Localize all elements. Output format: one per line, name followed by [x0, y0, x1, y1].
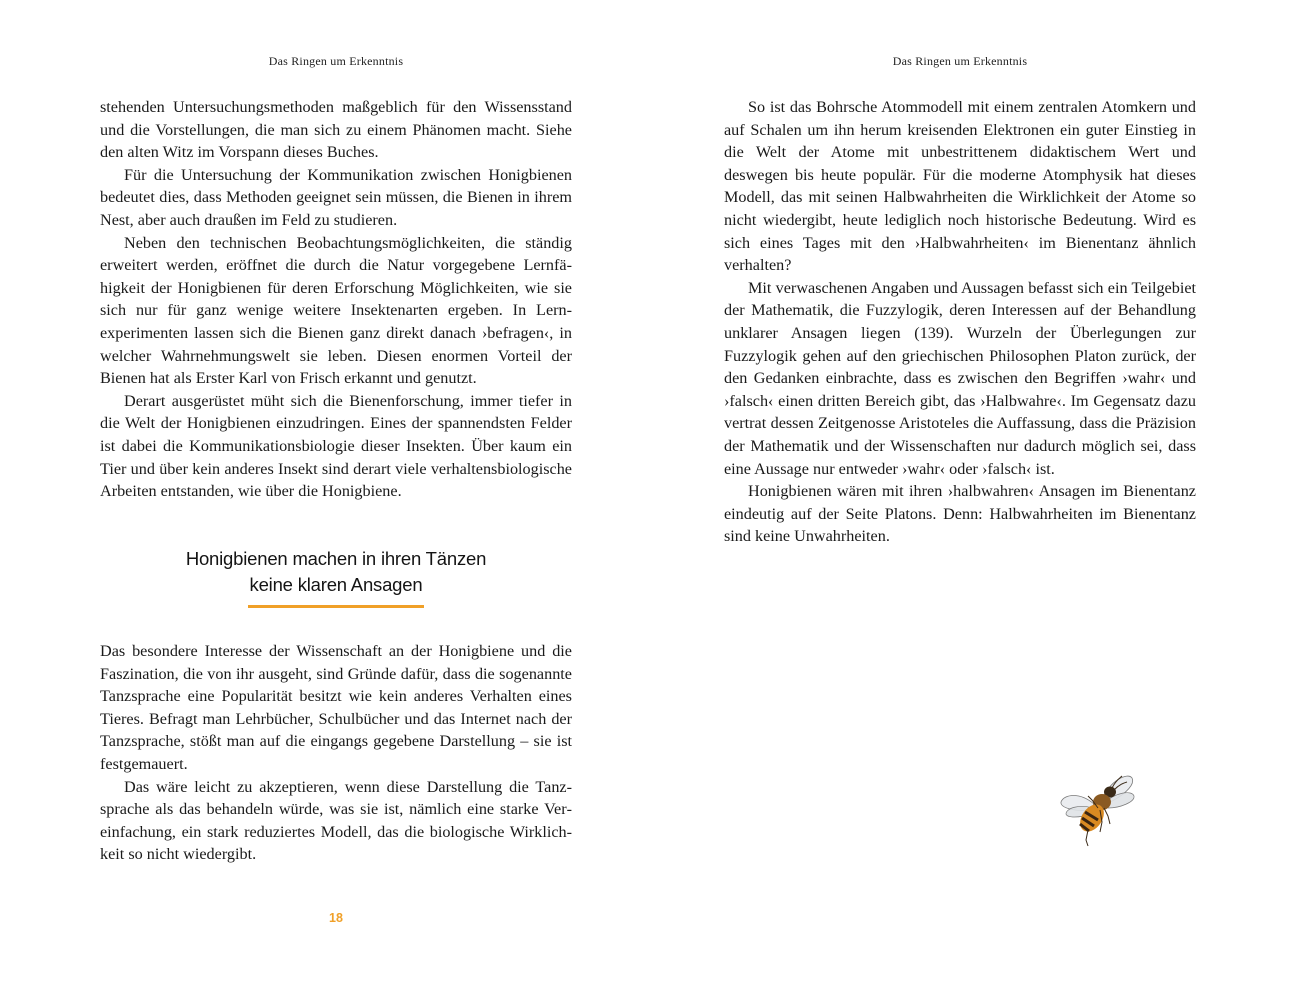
right-text [724, 96, 1196, 548]
paragraph: Mit verwaschenen Angaben und Aussagen befasst sich ein Teilgebiet der Mathematik, die Fuzzylogik, deren Interessen auf der Behandlung unklarer Ansagen liegen (139). Wurzeln der Überlegungen zur Fuzzylogik gehen auf den griechischen Philosophen Platon zurück, der den Gedanken einbrachte, dass es zwischen den Begriffen ›wahr‹ und ›falsch‹ einen dritten Bereich gibt, das ›Halbwahre‹. Im Gegensatz dazu vertrat dessen Zeitgenosse Aristoteles die Auffassung, dass die Präzision der Mathematik und der Wissenschaften nur dadurch möglich sei, dass eine Aussage nur entweder ›wahr‹ oder ›falsch‹ ist. [724, 278, 1196, 478]
paragraph: Das wäre leicht zu akzeptieren, wenn diese Darstellung die Tanzsprache als das behandeln würde, was sie ist, nämlich eine starke Vereinfachung, ein stark reduziertes Modell, das die biologische Wirklichkeit so nicht wiedergibt. [100, 777, 572, 864]
paragraph: stehenden Untersuchungsmethoden maßgeblich für den Wissensstand und die Vorstellungen, die man sich zu einem Phänomen macht. Siehe den alten Witz im Vorspann dieses Buches. [100, 98, 572, 162]
paragraph: Das besondere Interesse der Wissenschaft an der Honigbiene und die Faszination, die von ihr ausgeht, sind Gründe dafür, dass die sogenannte Tanzsprache eine Popularität besitzt wie kein anderes Verhalten eines Tieres. Befragt man Lehrbücher, Schulbücher und das Internet nach der Tanzsprache, stößt man auf die eingangs gegebene Darstellung – sie ist festgemauert. [100, 642, 572, 773]
left-text-bottom [100, 640, 572, 866]
left-text-top [100, 96, 572, 503]
section-heading [100, 546, 572, 608]
running-head-left: Das Ringen um Erkenntnis [268, 54, 404, 68]
section-heading-line-2: keine klaren Ansagen [249, 574, 423, 595]
section-heading-line-1: Honigbienen machen in ihren Tänzen [185, 548, 487, 569]
honeybee-icon [1058, 770, 1138, 850]
paragraph: So ist das Bohrsche Atommodell mit einem zentralen Atomkern und auf Schalen um ihn herum kreisenden Elektronen ein guter Einstieg in die Welt der Atome mit unbestrittenem didaktischem Wert und deswegen bis heute populär. Für die moderne Atomphysik hat dieses Modell, das mit seinen Halbwahrheiten die Wirklichkeit der Atome so nicht wiedergibt, heute lediglich noch historische Bedeutung. Wird es sich eines Tages mit den ›Halbwahrheiten‹ im Bienentanz ähnlich verhalten? [724, 98, 1196, 275]
paragraph: Neben den technischen Beobachtungsmöglichkeiten, die ständig erweitert werden, eröffnet die durch die Natur vorgegebene Lernfähigkeit der Honigbienen für deren Erforschung Möglichkeiten, wie sie sich nur für ganz wenige weitere Insektenarten ergeben. In Lernexperimenten lassen sich die Bienen ganz direkt danach ›befragen‹, in welcher Wahrnehmungswelt sie leben. Diesen enormen Vorteil der Bienen hat als Erster Karl von Frisch erkannt und genutzt. [100, 233, 572, 388]
paragraph: Für die Untersuchung der Kommunikation zwischen Honigbienen bedeutet dies, dass Methoden geeignet sein müssen, die Bienen in ihrem Nest, aber auch draußen im Feld zu studieren. [100, 165, 572, 229]
paragraph: Honigbienen wären mit ihren ›halbwahren‹ Ansagen im Bienentanz eindeutig auf der Seite Platons. Denn: Halbwahrheiten im Bienentanz sind keine Unwahrheiten. [724, 482, 1196, 546]
running-head-right: Das Ringen um Erkenntnis [892, 54, 1028, 68]
paragraph: Derart ausgerüstet müht sich die Bienenforschung, immer tiefer in die Welt der Honigbienen einzudringen. Eines der spannendsten Felder ist dabei die Kommunikationsbiologie dieser Insekten. Über kaum ein Tier und über kein anderes Insekt sind derart viele verhaltensbiologische Arbeiten entstanden, wie über die Honigbiene. [100, 391, 572, 501]
page-number: 18 [329, 911, 343, 925]
heading-underline [248, 605, 424, 608]
